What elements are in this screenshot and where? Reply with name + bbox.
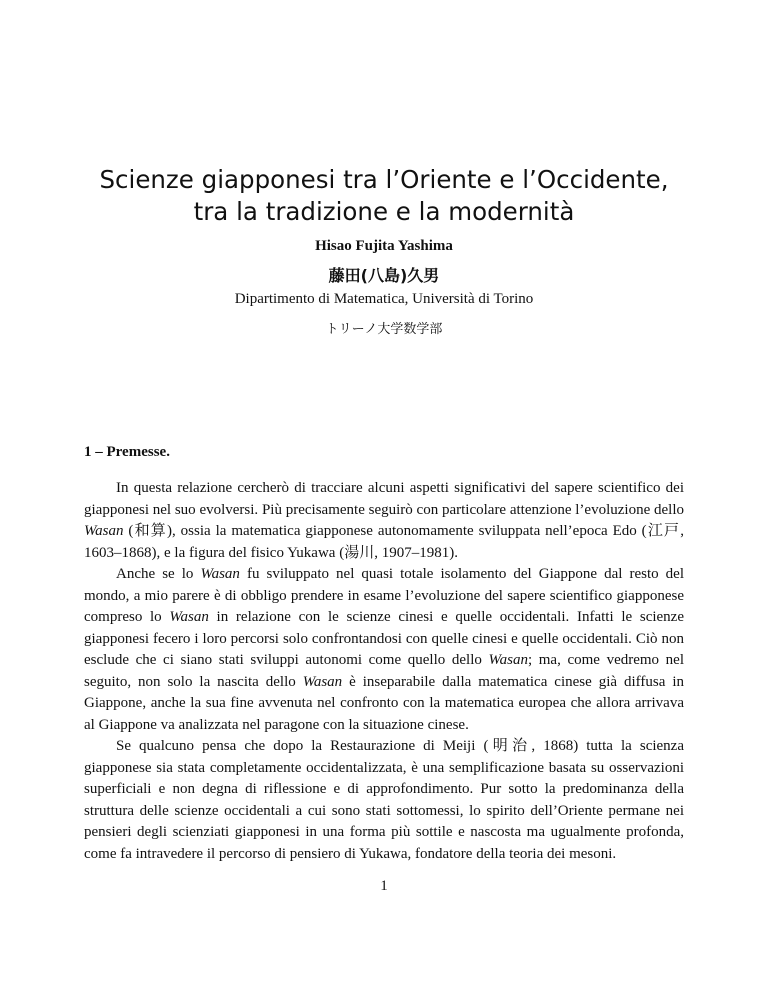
page-number: 1 [380,878,388,894]
paper-title [0,164,768,228]
paragraph-text: Anche se lo [116,566,201,582]
paragraph-3: Se qualcuno pensa che dopo la Restaurazione di Meiji (明治, 1868) tutta la scienza giapponese sia stata completamente occidentalizzata, è una semplificazione basata su osservazioni superficiali e non degna di riflessione e di approfondimento. Pur sotto la predominanza della struttura delle scienze occidentali a cui sono stati sottomessi, lo spirito dell’Oriente permane nei pensieri degli scienziati giapponesi in una forma più sottile e nascosta ma ugualmente profonda, come fa intravedere il percorso di pensiero di Yukawa, fondatore della teoria dei mesoni. [84,738,684,862]
wasan-term: Wasan [302,673,343,690]
author-name: Hisao Fujita Yashima [315,238,453,254]
section-heading: 1 – Premesse. [84,444,170,460]
body-text [84,478,684,865]
title-line-1: Scienze giapponesi tra l’Oriente e l’Occidente, [99,165,669,194]
wasan-term: Wasan [169,609,209,625]
paragraph-2 [84,564,684,736]
wasan-term: Wasan [84,523,124,539]
wasan-term: Wasan [200,566,240,582]
author-name-japanese: 藤田(八島)久男 [328,266,440,285]
affiliation-japanese: トリーノ大学数学部 [325,322,443,337]
title-line-2: tra la tradizione e la modernità [193,197,575,226]
affiliation: Dipartimento di Matematica, Università di Torino [234,291,534,307]
paragraph-text: fu sviluppato nel quasi totale isolamento del Giappone dal resto del mondo, a mio parere è di obbligo prendere in esame l’evoluzione del sapere scientifico giapponese compreso lo [84,566,684,625]
paragraph-text: (和算), ossia la matematica giapponese autonomamente sviluppata nell’epoca Edo (江戸, 1603–1868), e la figura del fisico Yukawa (湯川, 1907–1981). [84,523,684,561]
paragraph-text: in relazione con le scienze cinesi e quelle occidentali. Infatti le scienze giapponesi fecero i loro percorsi solo confrontandosi con quelle cinesi e quelle occidentali. Ciò non esclude che ci siano stati sviluppi autonomi come quello dello [84,609,684,668]
paragraph-text: è inseparabile dalla matematica cinese già diffusa in Giappone, anche la sua fine avvenuta nel confronto con la matematica europea che allora arrivava al Giappone va analizzata nel paragone con la situazione cinese. [84,673,684,733]
wasan-term: Wasan [488,652,528,668]
paragraph-text: ; ma, come vedremo nel seguito, non solo la nascita dello [84,652,684,690]
paragraph-1 [84,478,684,564]
paragraph-text: In questa relazione cercherò di tracciare alcuni aspetti significativi del sapere scientifico dei giapponesi nel suo evolversi. Più precisamente seguirò con particolare attenzione l’evoluzione dello [84,480,684,518]
